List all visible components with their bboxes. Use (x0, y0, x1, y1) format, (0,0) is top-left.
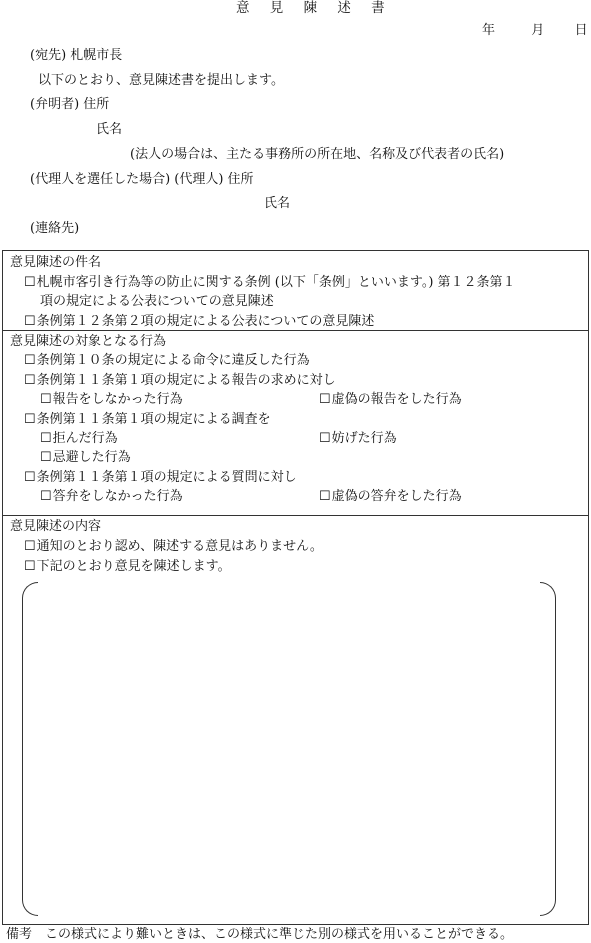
subject-option-continuation: 項の規定による公表についての意見陳述 (40, 294, 274, 309)
option-text: 条例第１２条第２項の規定による公表についての意見陳述 (36, 314, 375, 329)
subject-section (2, 250, 589, 331)
opinion-area-right-bracket (540, 582, 556, 916)
checkbox[interactable]: ☐ (40, 431, 52, 446)
month-label: 月 (531, 23, 545, 38)
option-text: 通知のとおり認め、陳述する意見はありません。 (36, 539, 323, 554)
act-text: 忌避した行為 (52, 450, 131, 465)
act-evaded[interactable] (40, 451, 131, 464)
opinion-text-area[interactable] (40, 590, 540, 908)
act-false-report[interactable] (319, 393, 462, 406)
subject-heading: 意見陳述の件名 (10, 255, 102, 270)
option-text: 下記のとおり意見を陳述します。 (36, 559, 231, 574)
act-text: 条例第１１条第１項の規定による質問に対し (36, 470, 297, 485)
checkbox[interactable]: ☐ (319, 431, 331, 446)
act-text: 妨げた行為 (331, 431, 397, 446)
checkbox[interactable]: ☐ (319, 392, 331, 407)
act-text: 答弁をしなかった行為 (52, 489, 183, 504)
act-order-violation[interactable] (24, 354, 310, 367)
act-false-answer[interactable] (319, 490, 462, 503)
checkbox[interactable]: ☐ (319, 489, 331, 504)
acts-heading: 意見陳述の対象となる行為 (10, 334, 167, 349)
act-refused[interactable] (40, 432, 118, 445)
act-text: 条例第１１条第１項の規定による調査を (36, 412, 271, 427)
acts-section (2, 330, 589, 516)
contact-label: (連絡先) (30, 221, 80, 236)
year-label: 年 (482, 23, 496, 38)
act-text: 虚偽の報告をした行為 (331, 392, 462, 407)
act-no-answer[interactable] (40, 490, 183, 503)
content-option-state-opinion[interactable] (24, 560, 231, 573)
opinion-area-left-bracket (22, 582, 38, 916)
content-option-no-objection[interactable] (24, 540, 323, 553)
checkbox[interactable]: ☐ (24, 412, 36, 427)
act-obstructed[interactable] (319, 432, 397, 445)
checkbox[interactable]: ☐ (24, 373, 36, 388)
checkbox[interactable]: ☐ (40, 489, 52, 504)
checkbox[interactable]: ☐ (24, 353, 36, 368)
act-text: 条例第１１条第１項の規定による報告の求めに対し (36, 373, 336, 388)
content-heading: 意見陳述の内容 (10, 519, 102, 534)
act-report-request[interactable] (24, 374, 336, 387)
applicant-address-label: (弁明者) 住所 (30, 97, 110, 112)
subject-option-public-announcement-2[interactable] (24, 315, 374, 328)
act-text: 虚偽の答弁をした行為 (331, 489, 462, 504)
act-investigation[interactable] (24, 413, 271, 426)
agent-name-label: 氏名 (264, 196, 291, 211)
checkbox[interactable]: ☐ (40, 392, 52, 407)
applicant-note: (法人の場合は、主たる事務所の所在地、名称及び代表者の氏名) (130, 147, 505, 162)
footer-note: 備考 この様式により難いときは、この様式に準じた別の様式を用いることができる。 (6, 927, 514, 942)
subject-option-public-announcement-1[interactable] (24, 276, 516, 289)
act-text: 条例第１０条の規定による命令に違反した行為 (36, 353, 310, 368)
checkbox[interactable]: ☐ (24, 539, 36, 554)
option-text: 札幌市客引き行為等の防止に関する条例 (以下「条例」といいます。) 第１２条第１ (36, 275, 516, 290)
intro-text: 以下のとおり、意見陳述書を提出します。 (38, 73, 284, 88)
act-question[interactable] (24, 471, 297, 484)
document-title: 意 見 陳 述 書 (236, 0, 393, 16)
checkbox[interactable]: ☐ (24, 470, 36, 485)
checkbox[interactable]: ☐ (24, 314, 36, 329)
checkbox[interactable]: ☐ (40, 450, 52, 465)
addressee: (宛先) 札幌市長 (30, 48, 123, 63)
checkbox[interactable]: ☐ (24, 275, 36, 290)
checkbox[interactable]: ☐ (24, 559, 36, 574)
agent-address-label: (代理人を選任した場合) (代理人) 住所 (30, 172, 254, 187)
applicant-name-label: 氏名 (96, 122, 123, 137)
day-label: 日 (574, 23, 588, 38)
act-text: 報告をしなかった行為 (52, 392, 183, 407)
act-no-report[interactable] (40, 393, 183, 406)
act-text: 拒んだ行為 (52, 431, 118, 446)
date-line (482, 24, 588, 37)
